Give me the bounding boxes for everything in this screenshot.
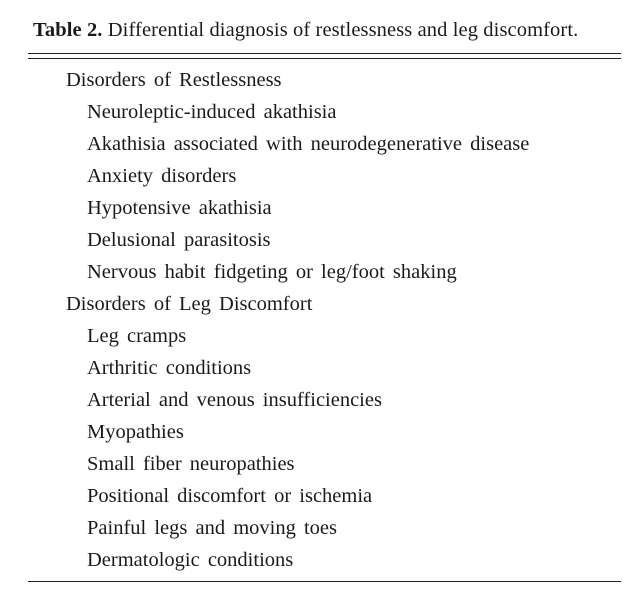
table-bottom-rule (28, 581, 621, 582)
list-item: Painful legs and moving toes (87, 517, 338, 539)
list-item: Arterial and venous insufficiencies (87, 389, 382, 411)
table-caption-label: Table 2. (33, 19, 103, 41)
group-heading-restlessness: Disorders of Restlessness (66, 69, 282, 91)
list-item: Leg cramps (87, 325, 187, 347)
list-item: Small fiber neuropathies (87, 453, 295, 475)
list-item: Delusional parasitosis (87, 229, 271, 251)
table-body (0, 64, 643, 576)
table-caption (33, 19, 578, 42)
list-item: Neuroleptic-induced akathisia (87, 101, 337, 123)
list-item: Myopathies (87, 421, 184, 443)
table-caption-text: Differential diagnosis of restlessness and leg discomfort. (107, 19, 579, 41)
list-item: Dermatologic conditions (87, 549, 294, 571)
group-heading-leg-discomfort: Disorders of Leg Discomfort (66, 293, 313, 315)
list-item: Positional discomfort or ischemia (87, 485, 373, 507)
list-item: Hypotensive akathisia (87, 197, 272, 219)
list-item: Nervous habit fidgeting or leg/foot shaking (87, 261, 457, 283)
list-item: Arthritic conditions (87, 357, 252, 379)
list-item: Akathisia associated with neurodegenerative disease (87, 133, 530, 155)
list-item: Anxiety disorders (87, 165, 237, 187)
table-top-rule (28, 53, 621, 54)
table-top-rule-inner (28, 58, 621, 59)
